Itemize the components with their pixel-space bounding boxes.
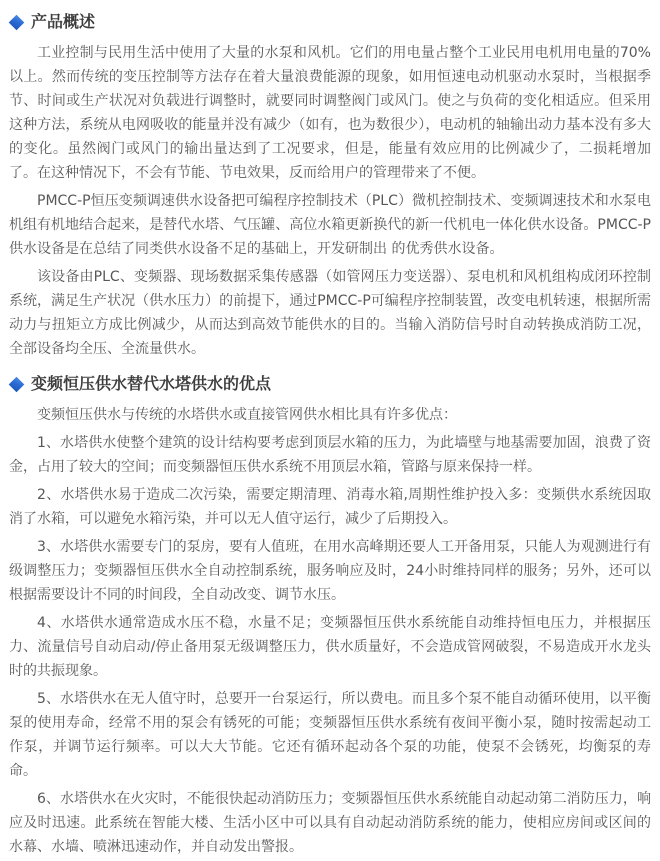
paragraph: PMCC-P恒压变频调速供水设备把可编程序控制技术（PLC）微机控制技术、变频调速技术和水泵电机组有机地结合起来，是替代水塔、气压罐、高位水箱更新换代的新一代机电一体化供水设备。PMCC-P供水设备是在总结了同类供水设备不足的基础上，开发研制出 的优秀供水设备。 [9, 193, 651, 257]
section-product-overview [9, 12, 651, 361]
advantage-item-5: 5、水塔供水在无人值守时，总要开一台泵运行，所以费电。而且多个泵不能自动循环使用，以平衡泵的使用寿命，经常不用的泵会有锈死的可能；变频器恒压供水系统有夜间平衡小泵，随时按需起动工作泵，并调节运行频率。可以大大节能。它还有循环起动各个泵的功能，使泵不会锈死，均衡泵的寿命。 [9, 691, 651, 779]
paragraph: 工业控制与民用生活中使用了大量的水泵和风机。它们的用电量占整个工业民用电机用电量的70%以上。然而传统的变压控制等方法存在着大量浪费能源的现象，如用恒速电动机驱动水泵时，当根据季节、时间或生产状况对负载进行调整时，就要同时调整阀门或风门。使之与负荷的变化相适应。但采用这种方法，系统从电网吸收的能量并没有减少（如有，也为数很少），电动机的轴输出动力基本没有多大的变化。虽然阀门或风门的输出量达到了工况要求，但是，能量有效应用的比例减少了，二损耗增加了。在这种情况下，不会有节能、节电效果，反而给用户的管理带来了不便。 [9, 45, 651, 181]
diamond-icon [9, 14, 25, 30]
advantage-item-1: 1、水塔供水使整个建筑的设计结构要考虑到顶层水箱的压力，为此墙壁与地基需要加固，浪费了资金，占用了较大的空间；而变频器恒压供水系统不用顶层水箱，管路与原来保持一样。 [9, 435, 651, 475]
section-heading-text: 产品概述 [31, 12, 96, 31]
paragraph: 该设备由PLC、变频器、现场数据采集传感器（如管网压力变送器）、泵电机和风机组构成闭环控制系统，满足生产状况（供水压力）的前提下，通过PMCC-P可编程序控制装置，改变电机转速，根据所需动力与扭矩立方成比例减少，从而达到高效节能供水的目的。当输入消防信号时自动转换成消防工况，全部设备均全压、全流量供水。 [9, 269, 651, 357]
diamond-icon [9, 376, 25, 392]
advantage-item-6: 6、水塔供水在火灾时，不能很快起动消防压力；变频器恒压供水系统能自动起动第二消防压力，响应及时迅速。此系统在智能大楼、生活小区中可以具有自动起动消防系统的能力，使相应房间或区间的水幕、水墙、喷淋迅速动作，并自动发出警报。 [9, 791, 651, 855]
section-heading-advantages [9, 374, 651, 394]
section-heading-overview [9, 12, 651, 32]
advantage-item-4: 4、水塔供水通常造成水压不稳，水量不足；变频器恒压供水系统能自动维持恒电压力，并根据压力、流量信号自动启动/停止备用泵无级调整压力，供水质量好，不会造成管网破裂，不易造成开水龙头时的共振现象。 [9, 615, 651, 679]
advantages-intro: 变频恒压供水与传统的水塔供水或直接管网供水相比具有许多优点： [37, 407, 457, 423]
section-heading-text: 变频恒压供水替代水塔供水的优点 [31, 374, 272, 393]
advantage-item-3: 3、水塔供水需要专门的泵房，要有人值班，在用水高峰期还要人工开备用泵，只能人为观测进行有级调整压力；变频器恒压供水全自动控制系统，服务响应及时，24小时维持同样的服务；另外，还可以根据需要设计不同的时间段，全自动改变、调节水压。 [9, 539, 651, 603]
advantage-item-2: 2、水塔供水易于造成二次污染，需要定期清理、消毒水箱,周期性维护投入多：变频供水系统因取消了水箱，可以避免水箱污染，并可以无人值守运行，减少了后期投入。 [9, 487, 651, 527]
section-advantages [9, 374, 651, 859]
